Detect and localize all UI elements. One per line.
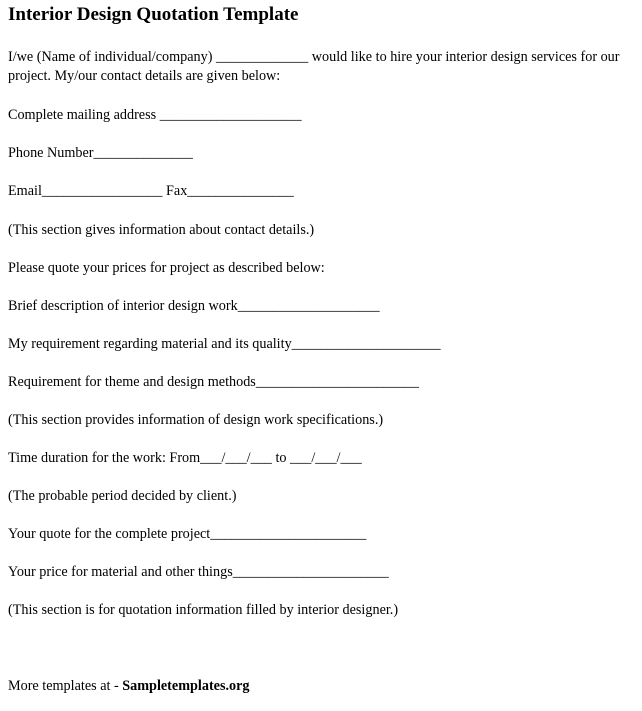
theme-requirement-field: Requirement for theme and design methods_______________________ — [8, 374, 419, 390]
brief-description-field: Brief description of interior design work____________________ — [8, 298, 380, 314]
period-note: (The probable period decided by client.) — [8, 488, 237, 504]
footer-site-link[interactable]: Sampletemplates.org — [122, 678, 250, 694]
complete-quote-field: Your quote for the complete project______________________ — [8, 526, 367, 542]
contact-section-note: (This section gives information about contact details.) — [8, 222, 315, 238]
document-title: Interior Design Quotation Template — [8, 4, 299, 25]
quotation-section-note: (This section is for quotation information filled by interior designer.) — [8, 602, 399, 618]
specs-section-note: (This section provides information of design work specifications.) — [8, 412, 384, 428]
quote-prompt: Please quote your prices for project as described below: — [8, 260, 325, 276]
material-requirement-field: My requirement regarding material and its quality_____________________ — [8, 336, 441, 352]
intro-paragraph: I/we (Name of individual/company) _____________ would like to hire your interior design services for our project. My/our contact details are given below: — [8, 49, 620, 84]
time-duration-field: Time duration for the work: From___/___/___ to ___/___/___ — [8, 450, 362, 466]
footer-prefix: More templates at - — [8, 678, 123, 694]
material-price-field: Your price for material and other things______________________ — [8, 564, 389, 580]
email-fax-field: Email_________________ Fax_______________ — [8, 183, 294, 199]
footer — [8, 678, 250, 695]
mailing-address-field: Complete mailing address ____________________ — [8, 107, 302, 123]
phone-number-field: Phone Number______________ — [8, 145, 193, 161]
